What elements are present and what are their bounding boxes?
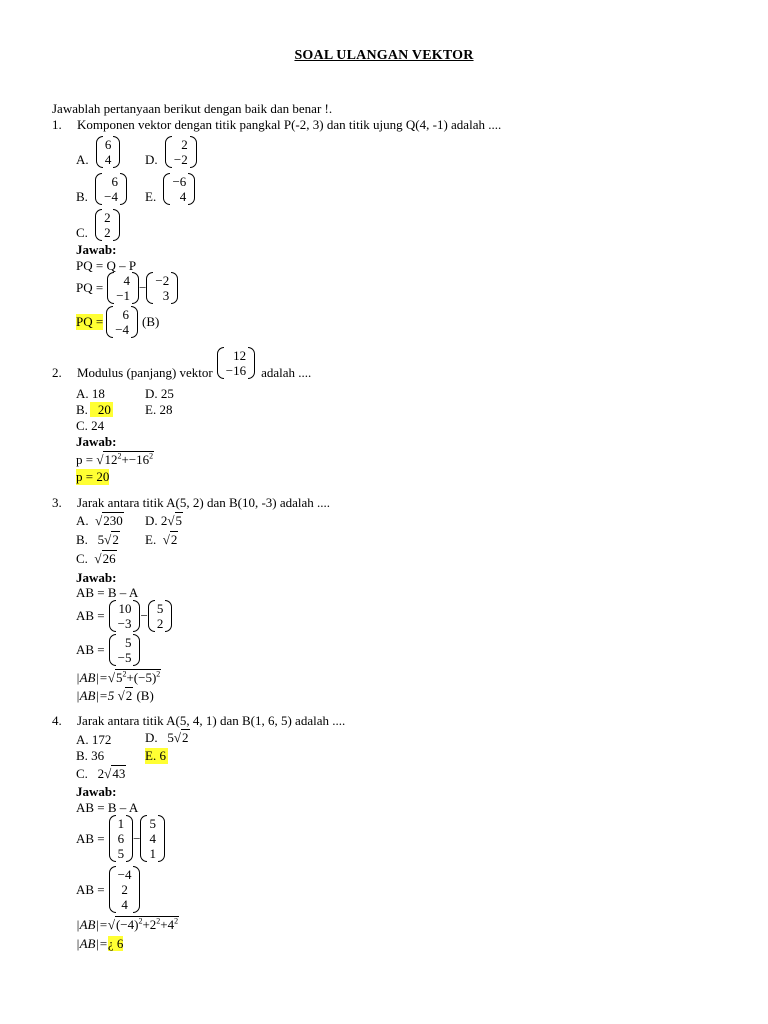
q4-answer-highlight: ¿ 6 [107,936,124,951]
q2-option-e: E. 28 [145,402,173,417]
q1-option-b: B. 6 −4 [76,167,127,205]
q1-option-a: A. 6 4 [76,130,120,168]
q3-step-2-vector-b: 10 −3 [109,600,141,632]
q2-vector: 12 −16 [217,347,255,379]
q1-option-c: C. 2 2 [76,203,120,241]
q3-step-3: AB = 5 −5 [76,634,140,666]
q1-option-b-vector: 6 −4 [95,173,127,205]
instructions: Jawablah pertanyaan berikut dengan baik dan benar !. [52,101,333,116]
q1-number: 1. [52,117,62,132]
q4-step-2-vector-a: 5 4 1 [140,815,165,862]
q1-text: Komponen vektor dengan titik pangkal P(-2, 3) dan titik ujung Q(4, -1) adalah .... [77,117,502,132]
q3-text: Jarak antara titik A(5, 2) dan B(10, -3) adalah .... [77,495,331,510]
q4-option-d: D. 5√2 [145,730,189,745]
q4-option-c: C. 2√43 [76,766,126,781]
q4-step-2-vector-b: 1 6 5 [109,815,134,862]
q3-option-a: A. √230 [76,513,123,528]
q3-number: 3. [52,495,62,510]
q3-option-b: B. 5√2 [76,532,119,547]
q1-step-1: PQ = Q – P [76,258,137,273]
q2-text: Modulus (panjang) vektor [77,365,213,380]
q3-step-2-vector-a: 5 2 [148,600,173,632]
q2-option-a: A. 18 [76,386,105,401]
q4-step-3-vector: −4 2 4 [109,866,141,913]
q4-step-1: AB = B – A [76,800,139,815]
q4-number: 4. [52,713,62,728]
q4-jawab-label: Jawab: [76,784,117,799]
q2-answer: p = 20 [76,469,110,484]
q1-option-e-vector: −6 4 [163,173,195,205]
q4-option-e: E. 6 [145,748,166,763]
q1-answer-highlight: PQ = [76,314,104,329]
q1-option-e: E. −6 4 [145,167,195,205]
q2-step-1: $p = √12^2+-16^2$ [76,451,154,467]
q1-answer: PQ = 6 −4 (B) [76,307,160,337]
q4-step-3: AB = −4 2 4 [76,866,140,913]
q4-option-a: A. 172 [76,732,112,747]
q1-option-a-vector: 6 4 [96,136,121,168]
q2-question: 2. Modulus (panjang) vektor 12 −16 adalah .... [52,348,312,380]
q4-step-2: AB = 1 6 5 − 5 4 1 [76,815,165,862]
q2-option-b-highlight: 20 [90,402,113,417]
q3-option-e: E. √2 [145,532,178,547]
q2-option-d: D. 25 [145,386,174,401]
page-title: SOAL ULANGAN VEKTOR [294,48,474,63]
q1-step-2-vector-p: −2 3 [146,272,178,304]
q1-jawab-label: Jawab: [76,242,117,257]
q1-step-2-vector-q: 4 −1 [107,272,139,304]
q4-step-4: $|AB|=√(-4)^2+2^2+4^2$ [76,916,179,932]
q4-answer: |AB|=¿ 6 [76,936,124,951]
q3-option-d: D. 2√5 [145,513,183,528]
q1-answer-vector: 6 −4 [106,306,138,338]
q3-step-1: AB = B – A [76,585,139,600]
q1-option-c-vector: 2 2 [95,209,120,241]
q3-step-3-vector: 5 −5 [109,634,141,666]
q4-option-b: B. 36 [76,748,105,763]
q1-option-d: D. 2 −2 [145,130,197,168]
q2-number: 2. [52,365,62,380]
q4-text: Jarak antara titik A(5, 4, 1) dan B(1, 6, 5) adalah .... [77,713,346,728]
q2-option-b: B. 20 [76,402,111,417]
q2-option-c: C. 24 [76,418,105,433]
q3-step-4: $|AB|=√5^2+(-5)^2$ [76,669,161,685]
q3-option-c: C. √26 [76,551,116,566]
q1-step-2: PQ = 4 −1 − −2 3 [76,272,178,304]
q1-option-d-vector: 2 −2 [165,136,197,168]
q3-step-5: |AB|=5 √2 (B) [76,688,154,703]
q2-jawab-label: Jawab: [76,434,117,449]
q3-jawab-label: Jawab: [76,570,117,585]
q3-step-2: AB = 10 −3 − 5 2 [76,600,172,632]
